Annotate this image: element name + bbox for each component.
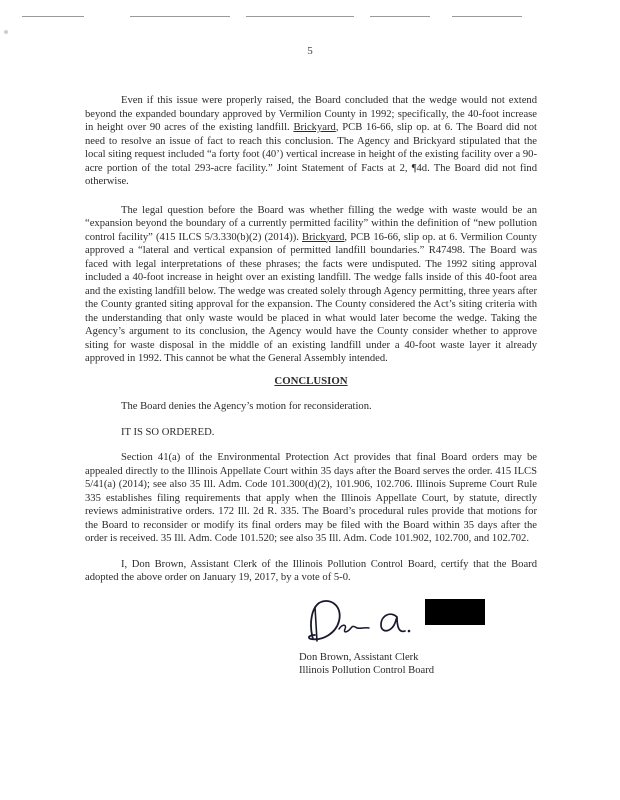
paragraph-text: The legal question before the Board was whether filling the wedge with waste would be an “expansion beyond the boundary of a currently permitted facility” within the definition of “new pollution control facility” (415 ILCS 5/3.330(b)(2) (2014)). — [85, 204, 537, 243]
paragraph-text: , PCB 16-66, slip op. at 6. The Board did not need to resolve an issue of fact to reach this conclusion. The Agency and Brickyard stipulated that the local siting request included “a forty foot (40’) vertical increase in height of the existing facility over a 90-acre portion of the total 293-acre facility.” Joint Statement of Facts at 2, ¶4d. The Board did not find otherwise. — [85, 122, 537, 187]
handwritten-signature — [299, 595, 419, 649]
case-citation: Brickyard — [302, 231, 345, 243]
paragraph-boundary-argument — [85, 94, 537, 189]
paragraph-order: IT IS SO ORDERED. — [121, 426, 215, 438]
scan-edge-line — [246, 16, 354, 17]
scan-edge-line — [130, 16, 230, 17]
scan-edge-line — [370, 16, 430, 17]
document-body — [85, 94, 537, 685]
signature-block — [299, 595, 537, 685]
redaction-box — [425, 599, 485, 625]
paragraph-text: , PCB 16-66, slip op. at 6. Vermilion County approved a “lateral and vertical expansion of permitted landfill boundaries.” R47498. The Board was faced with legal interpretations of these phrases; the facts were undisputed. The 1992 siting approval included a 40-foot increase in height over an existing landfill. The wedge falls inside of this 40-foot area and the existing landfill below. The wedge was created solely through Agency permitting, three years after the County granted siting approval for the expansion. The County considered the Act’s siting criteria with the understanding that only waste would be placed in what would later become the wedge. Taking the Agency’s argument to its conclusion, the Agency would have the County consider whether to approve siting for waste disposal in the middle of an existing landfill under a 40-foot waste layer it already approved in 1992. This cannot be what the General Assembly intended. — [85, 231, 537, 364]
paragraph-text: Even if this issue were properly raised, the Board concluded that the wedge would not extend beyond the expanded boundary approved by Vermilion County in 1992; specifically, the 40-foot increase in height over 90 acres of the existing landfill. — [85, 95, 537, 133]
paragraph-certification: I, Don Brown, Assistant Clerk of the Illinois Pollution Control Board, certify that the Board adopted the above order on January 19, 2017, by a vote of 5-0. — [85, 558, 537, 583]
signer-info — [299, 651, 434, 677]
paragraph-denial: The Board denies the Agency’s motion for reconsideration. — [121, 401, 372, 412]
paragraph-appeal-rights: Section 41(a) of the Environmental Protection Act provides that final Board orders may be appealed directly to the Illinois Appellate Court within 35 days after the Board serves the order. 415 ILCS 5/41(a) (2014); see also 35 Ill. Adm. Code 101.300(d)(2), 101.906, 102.706. Illinois Supreme Court Rule 335 establishes filing requirements that apply when the Illinois Appellate Court, by statute, directly reviews administrative orders. 172 Ill. 2d R. 335. The Board’s procedural rules provide that motions for the Board to reconsider or modify its final orders may be filed with the Board within 35 days after the order is received. 35 Ill. Adm. Code 101.520; see also 35 Ill. Adm. Code 101.902, 102.700, and 102.702. — [85, 452, 537, 544]
scan-edge-line — [22, 16, 84, 17]
signer-name-title: Don Brown, Assistant Clerk — [299, 651, 419, 663]
page-number: 5 — [307, 45, 313, 57]
scan-speck — [4, 30, 8, 34]
paragraph-legal-question — [85, 204, 537, 366]
scan-edge-line — [452, 16, 522, 17]
signer-organization: Illinois Pollution Control Board — [299, 664, 435, 676]
conclusion-heading: CONCLUSION — [274, 374, 348, 387]
case-citation: Brickyard — [293, 122, 336, 133]
